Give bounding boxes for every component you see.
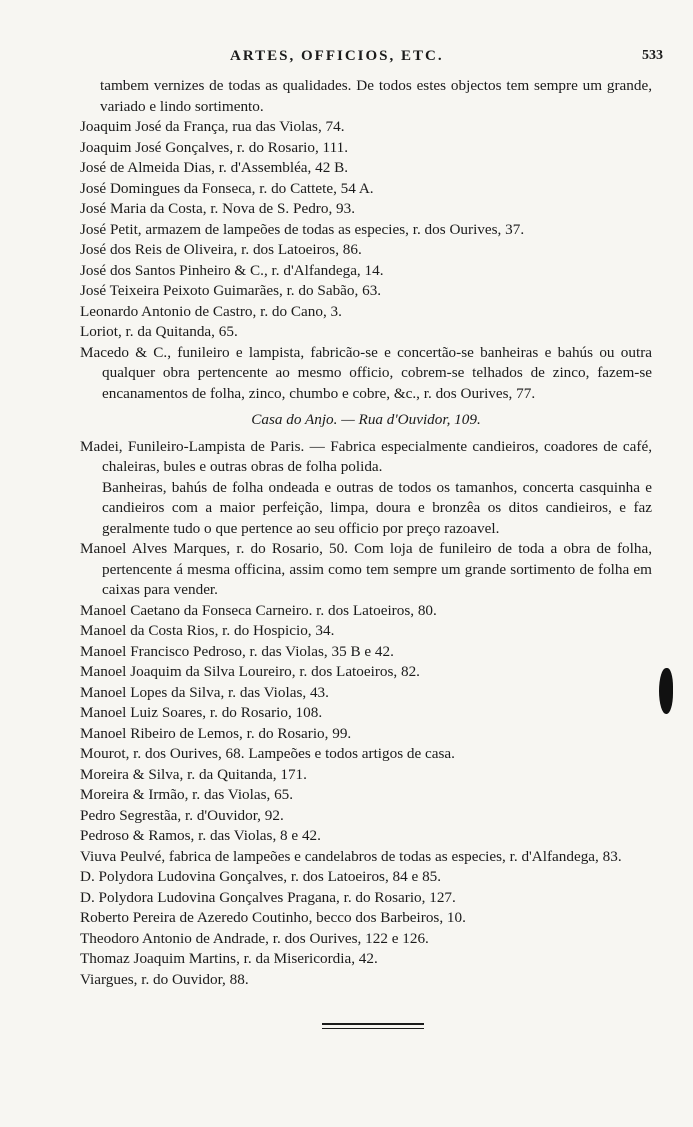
list-item: Thomaz Joaquim Martins, r. da Misericordia, 42. [80, 950, 378, 967]
list-item: Manoel Alves Marques, r. do Rosario, 50. Com loja de funileiro de toda a obra de folha, pertencente á mesma officina, assim como tem sempre um grande sortimento de folha em caixas para vender. [80, 540, 652, 598]
list-item: Moreira & Silva, r. da Quitanda, 171. [80, 765, 307, 783]
list-item: Leonardo Antonio de Castro, r. do Cano, 3. [80, 302, 342, 320]
list-item: Manoel Luiz Soares, r. do Rosario, 108. [80, 704, 323, 721]
list-item-continuation: Banheiras, bahús de folha ondeada e outras de todos os tamanhos, concerta casquinha e candieiros com a maior perfeição, limpa, doura e bronzêa os ditos candieiros, e faz geralmente tudo o que pertence ao seu officio por preço razoavel. [102, 478, 652, 537]
list-item: Loriot, r. da Quitanda, 65. [80, 323, 238, 340]
section-title: Casa do Anjo. — Rua d'Ouvidor, 109. [251, 411, 481, 428]
page-number: 533 [642, 48, 663, 63]
list-item: Joaquim José da França, rua das Violas, 74. [80, 118, 345, 135]
list-item: Manoel Lopes da Silva, r. das Violas, 43. [80, 683, 329, 701]
list-item: José Teixeira Peixoto Guimarães, r. do Sabão, 63. [80, 282, 382, 299]
continued-entry: tambem vernizes de todas as qualidades. De todos estes objectos tem sempre um grande, variado e lindo sortimento. [100, 77, 652, 115]
list-item: José Maria da Costa, r. Nova de S. Pedro, 93. [80, 200, 356, 217]
list-item: Manoel Joaquim da Silva Loureiro, r. dos Latoeiros, 82. [80, 663, 420, 680]
list-item: Manoel Ribeiro de Lemos, r. do Rosario, 99. [80, 724, 352, 742]
list-item: Macedo & C., funileiro e lampista, fabricão-se e concertão-se banheiras e bahús ou outra qualquer obra pertencente ao mesmo officio, cobrem-se telhados de zinco, fazem-se encanamentos de folha, zinco, chumbo e cobre, &c., r. dos Ourives, 77. [80, 343, 652, 402]
list-item: Joaquim José Gonçalves, r. do Rosario, 111. [80, 138, 348, 156]
list-item: José dos Reis de Oliveira, r. dos Latoeiros, 86. [80, 241, 362, 258]
directory-listing [80, 76, 652, 990]
list-item: Madei, Funileiro-Lampista de Paris. — Fabrica especialmente candieiros, coadores de café, chaleiras, bules e outras obras de folha polida. [80, 437, 652, 475]
list-item: Moreira & Irmão, r. das Violas, 65. [80, 786, 294, 803]
list-item: Viuva Peulvé, fabrica de lampeões e candelabros de todas as especies, r. d'Alfandega, 83. [80, 847, 622, 865]
list-item: Manoel Francisco Pedroso, r. das Violas, 35 B e 42. [80, 642, 394, 660]
list-item: D. Polydora Ludovina Gonçalves Pragana, r. do Rosario, 127. [80, 888, 456, 906]
list-item: José Petit, armazem de lampeões de todas as especies, r. dos Ourives, 37. [80, 220, 525, 238]
list-item: José de Almeida Dias, r. d'Assembléa, 42 B. [80, 159, 349, 176]
running-title: ARTES, OFFICIOS, ETC. [230, 48, 444, 64]
list-item: Roberto Pereira de Azeredo Coutinho, becco dos Barbeiros, 10. [80, 909, 466, 926]
list-item: Pedro Segrestãa, r. d'Ouvidor, 92. [80, 806, 284, 824]
list-item: José dos Santos Pinheiro & C., r. d'Alfandega, 14. [80, 261, 384, 279]
ink-blot [659, 668, 673, 714]
page-header [80, 48, 663, 68]
list-item: José Domingues da Fonseca, r. do Cattete, 54 A. [80, 179, 374, 197]
list-item: Theodoro Antonio de Andrade, r. dos Ourives, 122 e 126. [80, 929, 429, 947]
list-item: Manoel da Costa Rios, r. do Hospicio, 34. [80, 622, 335, 639]
list-item: D. Polydora Ludovina Gonçalves, r. dos Latoeiros, 84 e 85. [80, 868, 442, 885]
list-item: Pedroso & Ramos, r. das Violas, 8 e 42. [80, 827, 321, 844]
closing-rule [322, 1023, 424, 1029]
list-item: Viargues, r. do Ouvidor, 88. [80, 970, 249, 988]
list-item: Mourot, r. dos Ourives, 68. Lampeões e todos artigos de casa. [80, 745, 455, 762]
list-item: Manoel Caetano da Fonseca Carneiro. r. dos Latoeiros, 80. [80, 601, 437, 619]
